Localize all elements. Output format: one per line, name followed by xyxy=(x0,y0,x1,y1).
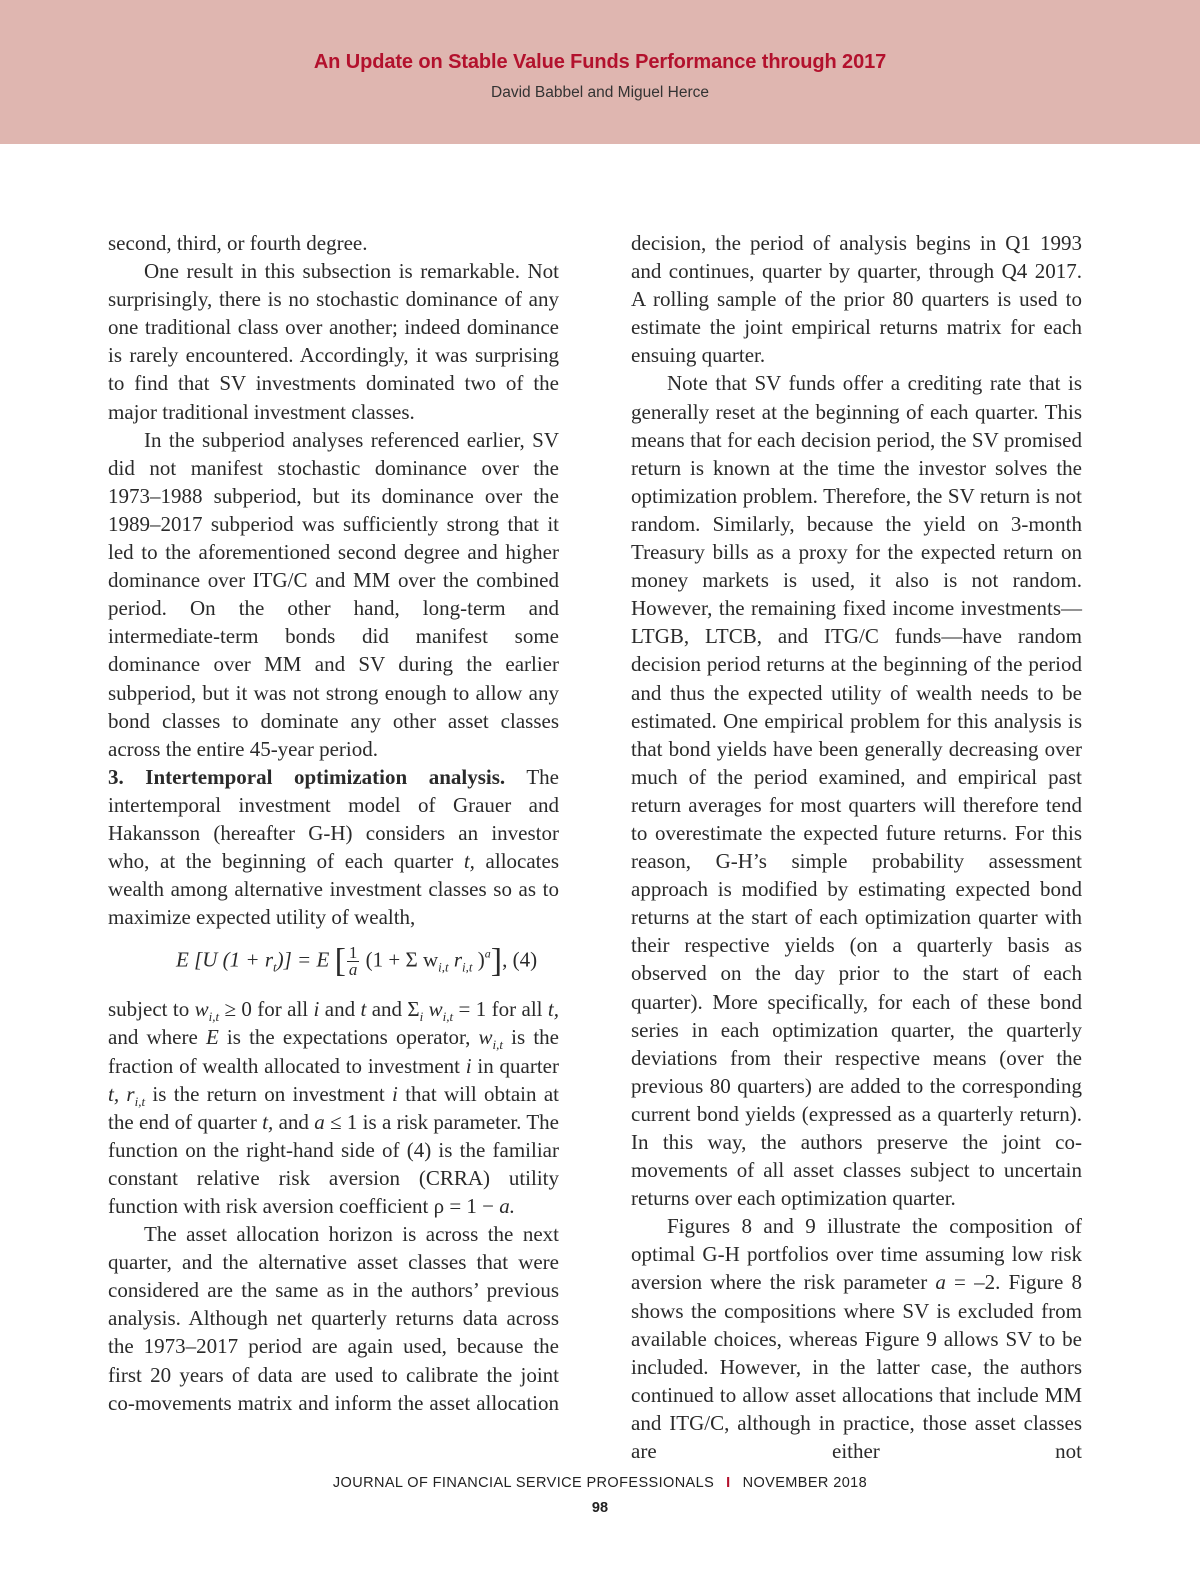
equation-4: E [U $(1 + r_t)] = E$ [ $\frac{1}{a}$ (1 + Σ $w_{i,t}$ $r_{i,t}$ )$^a$], (4) xyxy=(176,942,538,980)
footer-journal-line xyxy=(0,1475,1200,1491)
right-column xyxy=(631,229,1082,1465)
journal-name: JOURNAL OF FINANCIAL SERVICE PROFESSIONALS xyxy=(332,1475,715,1491)
paragraph: second, third, or fourth degree. xyxy=(108,231,368,255)
article-title: An Update on Stable Value Funds Performance through 2017 xyxy=(313,51,887,73)
article-authors: David Babbel and Miguel Herce xyxy=(491,84,709,101)
paragraph: Note that SV funds offer a crediting rate that is generally reset at the beginning of each quarter. This means that for each decision period, the SV promised return is known at the time the investor solves the optimization problem. Therefore, the SV return is not random. Similarly, because the yield on 3-month Treasury bills as a proxy for the expected return on money markets is used, it also is not random. However, the remaining fixed income investments—LTGB, LTCB, and ITG/C funds—have random decision period returns at the beginning of the period and thus the expected utility of wealth needs to be estimated. One empirical problem for this analysis is that bond yields have been generally decreasing over much of the period examined, and empirical past return averages for most quarters will therefore tend to overestimate the expected future returns. For this reason, G-H’s simple probability assessment approach is modified by estimating expected bond returns at the start of each optimization quarter with their respective yields (on a quarterly basis as observed on the day prior to the start of each quarter). More specifically, for each of these bond series in each optimization quarter, the quarterly deviations from their respective means (over the previous 80 quarters) are added to the corresponding current bond yields (expressed as a quarterly return). In this way, the authors preserve the joint co-movements of all asset classes subject to uncertain returns over each optimization quarter. xyxy=(631,371,1082,1211)
paragraph: subject to $w_{i,t} \ge 0$ for all i and t and $\Sigma_i$ $w_{i,t} = 1$ for all t, and where E is the expectations operator, $w_{i,t}$ is the fraction of wealth allocated to investment i in quarter t, $r_{i,t}$ is the return on investment i that will obtain at the end of quarter t, and a ≤ 1 is a risk parameter. The function on the right-hand side of (4) is the familiar constant relative risk aversion (CRRA) utility function with risk aversion coefficient ρ = 1 − a. xyxy=(108,997,560,1218)
header-band xyxy=(0,0,1200,144)
paragraph: decision, the period of analysis begins in Q1 1993 and continues, quarter by quarter, through Q4 2017. A rolling sample of the prior 80 quarters is used to estimate the joint empirical returns matrix for each ensuing quarter. xyxy=(631,231,1082,368)
section-heading: 3. Intertemporal optimization analysis. xyxy=(108,764,506,789)
footer-separator: I xyxy=(726,1475,731,1491)
page-number: 98 xyxy=(591,1500,609,1516)
paragraph: One result in this subsection is remarkable. Not surprisingly, there is no stochastic dominance of any one traditional class over another; indeed dominance is rarely encountered. Accordingly, it was surprising to find that SV investments dominated two of the major traditional investment classes. xyxy=(108,259,559,424)
paragraph: In the subperiod analyses referenced earlier, SV did not manifest stochastic dominance over the 1973–1988 subperiod, but its dominance over the 1989–2017 subperiod was sufficiently strong that it led to the aforementioned second degree and higher dominance over ITG/C and MM over the combined period. On the other hand, long-term and intermediate-term bonds did manifest some dominance over MM and SV during the earlier subperiod, but it was not strong enough to allow any bond classes to dominate any other asset classes across the entire 45-year period. xyxy=(108,427,559,761)
paragraph: The asset allocation horizon is across the next quarter, and the alternative asset classes that were considered are the same as in the authors’ previous analysis. Although net quarterly returns data across the 1973–2017 period are again used, because the first 20 years of data are used to calibrate the joint co-movements matrix and inform the asset allocation xyxy=(108,1222,559,1415)
paragraph: Figures 8 and 9 illustrate the composition of optimal G-H portfolios over time assuming low risk aversion where the risk parameter a = –2. Figure 8 shows the compositions where SV is excluded from available choices, whereas Figure 9 allows SV to be included. However, in the latter case, the authors continued to allow asset allocations that include MM and ITG/C, although in practice, those asset classes are either not xyxy=(631,1214,1082,1464)
fraction: $\frac{1}{a}$ xyxy=(348,943,358,980)
issue-date: NOVEMBER 2018 xyxy=(742,1475,868,1491)
paragraph: 3. Intertemporal optimization analysis. The intertemporal investment model of Grauer and Hakansson (hereafter G-H) considers an investor who, at the beginning of each quarter t, allocates wealth among alternative investment classes so as to maximize expected utility of wealth, xyxy=(108,764,559,930)
left-column xyxy=(108,229,559,1417)
